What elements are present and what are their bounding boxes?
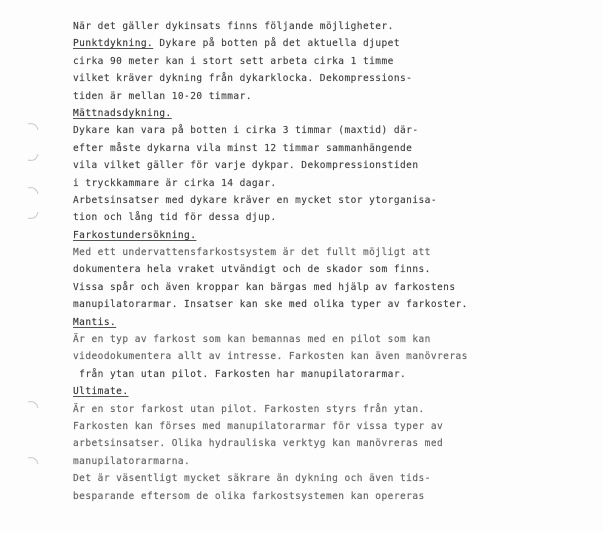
typewritten-text — [73, 18, 593, 505]
section-heading-farkostundersokning: Farkostundersökning. — [73, 229, 197, 241]
body-line: tion och lång tid för dessa djup. — [73, 212, 277, 224]
body-line: Arbetsinsatser med dykare kräver en mycket stor ytorganisa- — [73, 194, 437, 206]
punktdykning-heading-tail: Dykare på botten på det aktuella djupet — [153, 38, 400, 50]
body-line: cirka 90 meter kan i stort sett arbeta cirka 1 timme — [73, 55, 394, 67]
body-line: vila vilket gäller för varje dykpar. Dekompressionstiden — [73, 160, 419, 172]
body-line: Är en stor farkost utan pilot. Farkosten styrs från ytan. — [73, 403, 425, 415]
punch-mark — [26, 184, 42, 204]
body-line: Är en typ av farkost som kan bemannas med en pilot som kan — [73, 334, 431, 346]
punch-mark — [26, 398, 42, 418]
section-heading-ultimate: Ultimate. — [73, 386, 129, 398]
section-heading-mattnadsdykning: Mättnadsdykning. — [73, 107, 172, 119]
body-line: Vissa spår och även kroppar kan bärgas med hjälp av farkostens — [73, 281, 456, 293]
body-line: Med ett undervattensfarkostsystem är det fullt möjligt att — [73, 247, 431, 259]
ultimate-heading-line — [73, 383, 593, 400]
punch-mark — [26, 146, 42, 166]
farkostundersokning-heading-line — [73, 227, 593, 244]
body-line: vilket kräver dykning från dykarklocka. Dekompressions- — [73, 73, 413, 85]
punktdykning-line — [73, 35, 593, 52]
body-line: Dykare kan vara på botten i cirka 3 timmar (maxtid) där- — [73, 125, 419, 137]
body-line: manupilatorarmarna. — [73, 455, 191, 467]
body-line: i tryckkammare är cirka 14 dagar. — [73, 177, 277, 189]
body-line: arbetsinsatser. Olika hydrauliska verktyg kan manövreras med — [73, 438, 444, 450]
mantis-heading-line — [73, 314, 593, 331]
intro-line: När det gäller dykinsats finns följande möjligheter. — [73, 21, 394, 32]
body-line: videodokumentera allt av intresse. Farkosten kan även manövreras — [73, 351, 468, 363]
section-heading-punktdykning: Punktdykning. — [73, 38, 154, 50]
punch-mark — [26, 120, 42, 140]
body-line: efter måste dykarna vila minst 12 timmar sammanhängende — [73, 142, 413, 154]
section-heading-mantis: Mantis. — [73, 316, 117, 328]
body-line: tiden är mellan 10-20 timmar. — [73, 90, 252, 102]
body-line: manupilatorarmar. Insatser kan ske med olika typer av farkoster. — [73, 299, 468, 311]
body-line: Det är väsentligt mycket säkrare än dykning och även tids- — [73, 473, 431, 485]
body-line: besparande eftersom de olika farkostsystemen kan opereras — [73, 490, 425, 502]
punch-mark — [26, 204, 42, 224]
body-line: från ytan utan pilot. Farkosten har manupilatorarmar. — [73, 368, 407, 380]
body-line: Farkosten kan förses med manupilatorarmar för vissa typer av — [73, 420, 444, 432]
punch-mark — [26, 454, 42, 474]
body-line: dokumentera hela vraket utvändigt och de skador som finns. — [73, 264, 431, 276]
mattnadsdykning-heading-line — [73, 105, 593, 122]
